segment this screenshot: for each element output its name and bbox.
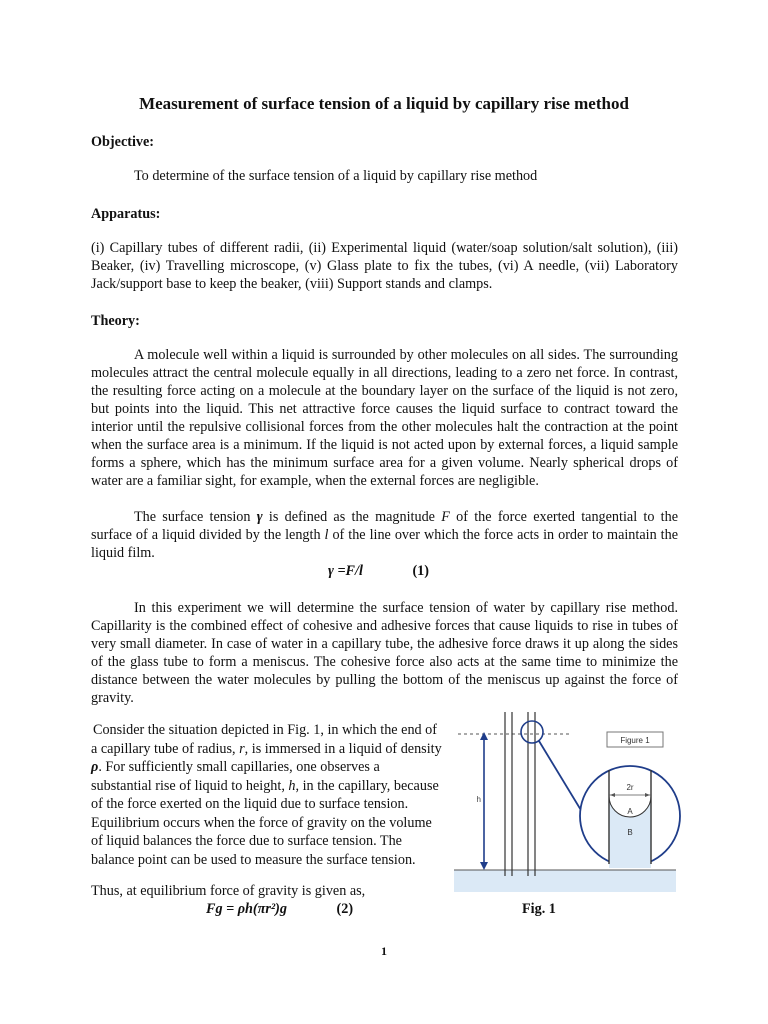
beaker-liquid [454, 870, 676, 892]
theory-paragraph-5: Thus, at equilibrium force of gravity is given as, [91, 883, 366, 899]
capillary-figure [452, 708, 682, 898]
theory-paragraph-3: In this experiment we will determine the surface tension of water by capillary rise method. Capillarity is the combined effect of cohesive and adhesive forces that cause liquids to rise in tubes of very small diameter. In case of water in a capillary tube, the adhesive force draws it up along the sides of the glass tube to form a meniscus. The cohesive force also acts at the same time to minimize the distance between the water molecules by pulling the bottom of the meniscus up against the force of gravity. [91, 600, 678, 706]
figure-caption: Fig. 1 [522, 901, 556, 917]
apparatus-text: (i) Capillary tubes of different radii, (ii) Experimental liquid (water/soap solution/salt solution), (iii) Beaker, (iv) Travelling microscope, (v) Glass plate to fix the tubes, (vi) A needle, (vii) Laboratory Jack/support base to keep the beaker, (viii) Support stands and clamps. [91, 240, 678, 292]
equation-1: γ =F/l (1) [328, 563, 429, 579]
height-label: h [476, 795, 481, 804]
zoom-circle [521, 721, 543, 743]
page-title: Measurement of surface tension of a liquid by capillary rise method [139, 94, 629, 113]
objective-heading: Objective: [91, 134, 155, 150]
theory-paragraph-1: A molecule well within a liquid is surrounded by other molecules on all sides. The surrounding molecules attract the central molecule equally in all directions, leading to a zero net force. In contrast, the resulting force acting on a molecule at the boundary layer on the surface of the liquid is not zero, but points into the liquid. This net attractive force causes the liquid surface to contract toward the interior until the repulsive collisional forces from the other molecules halt the contraction at the point when the surface area is a minimum. If the liquid is not acted upon by external forces, a liquid sample forms a sphere, which has the minimum surface area for a given volume. Nearly spherical drops of water are a familiar sight, for example, when the external forces are negligible. [91, 347, 678, 489]
apparatus-heading: Apparatus: [91, 206, 161, 222]
equation-2: Fg = ρh(πr²)g (2) [206, 901, 354, 917]
region-a-label: A [627, 807, 633, 816]
theory-paragraph-2: The surface tension γ is defined as the magnitude F of the force exerted tangential to the surface of a liquid divided by the length l of the line over which the force acts in order to maintain the liquid film. [91, 509, 679, 561]
objective-text: To determine of the surface tension of a liquid by capillary rise method [134, 168, 538, 184]
page-number: 1 [381, 944, 387, 958]
figure-label-text: Figure 1 [620, 736, 650, 745]
theory-heading: Theory: [91, 313, 140, 329]
region-b-label: B [627, 828, 633, 837]
enlarged-view [580, 766, 680, 868]
height-arrow-head-bottom [480, 862, 488, 870]
theory-paragraph-4: Consider the situation depicted in Fig. 1, in which the end of a capillary tube of radius, r, is immersed in a liquid of density ρ. For sufficiently small capillaries, one observes a substantial rise of liquid to height, h, in the capillary, because of the force exerted on the liquid due to surface tension. Equilibrium occurs when the force of gravity on the volume of liquid balances the force due to surface tension. The balance point can be used to measure the surface tension. [91, 722, 442, 868]
height-arrow-head-top [480, 732, 488, 740]
diameter-label: 2r [626, 783, 634, 792]
